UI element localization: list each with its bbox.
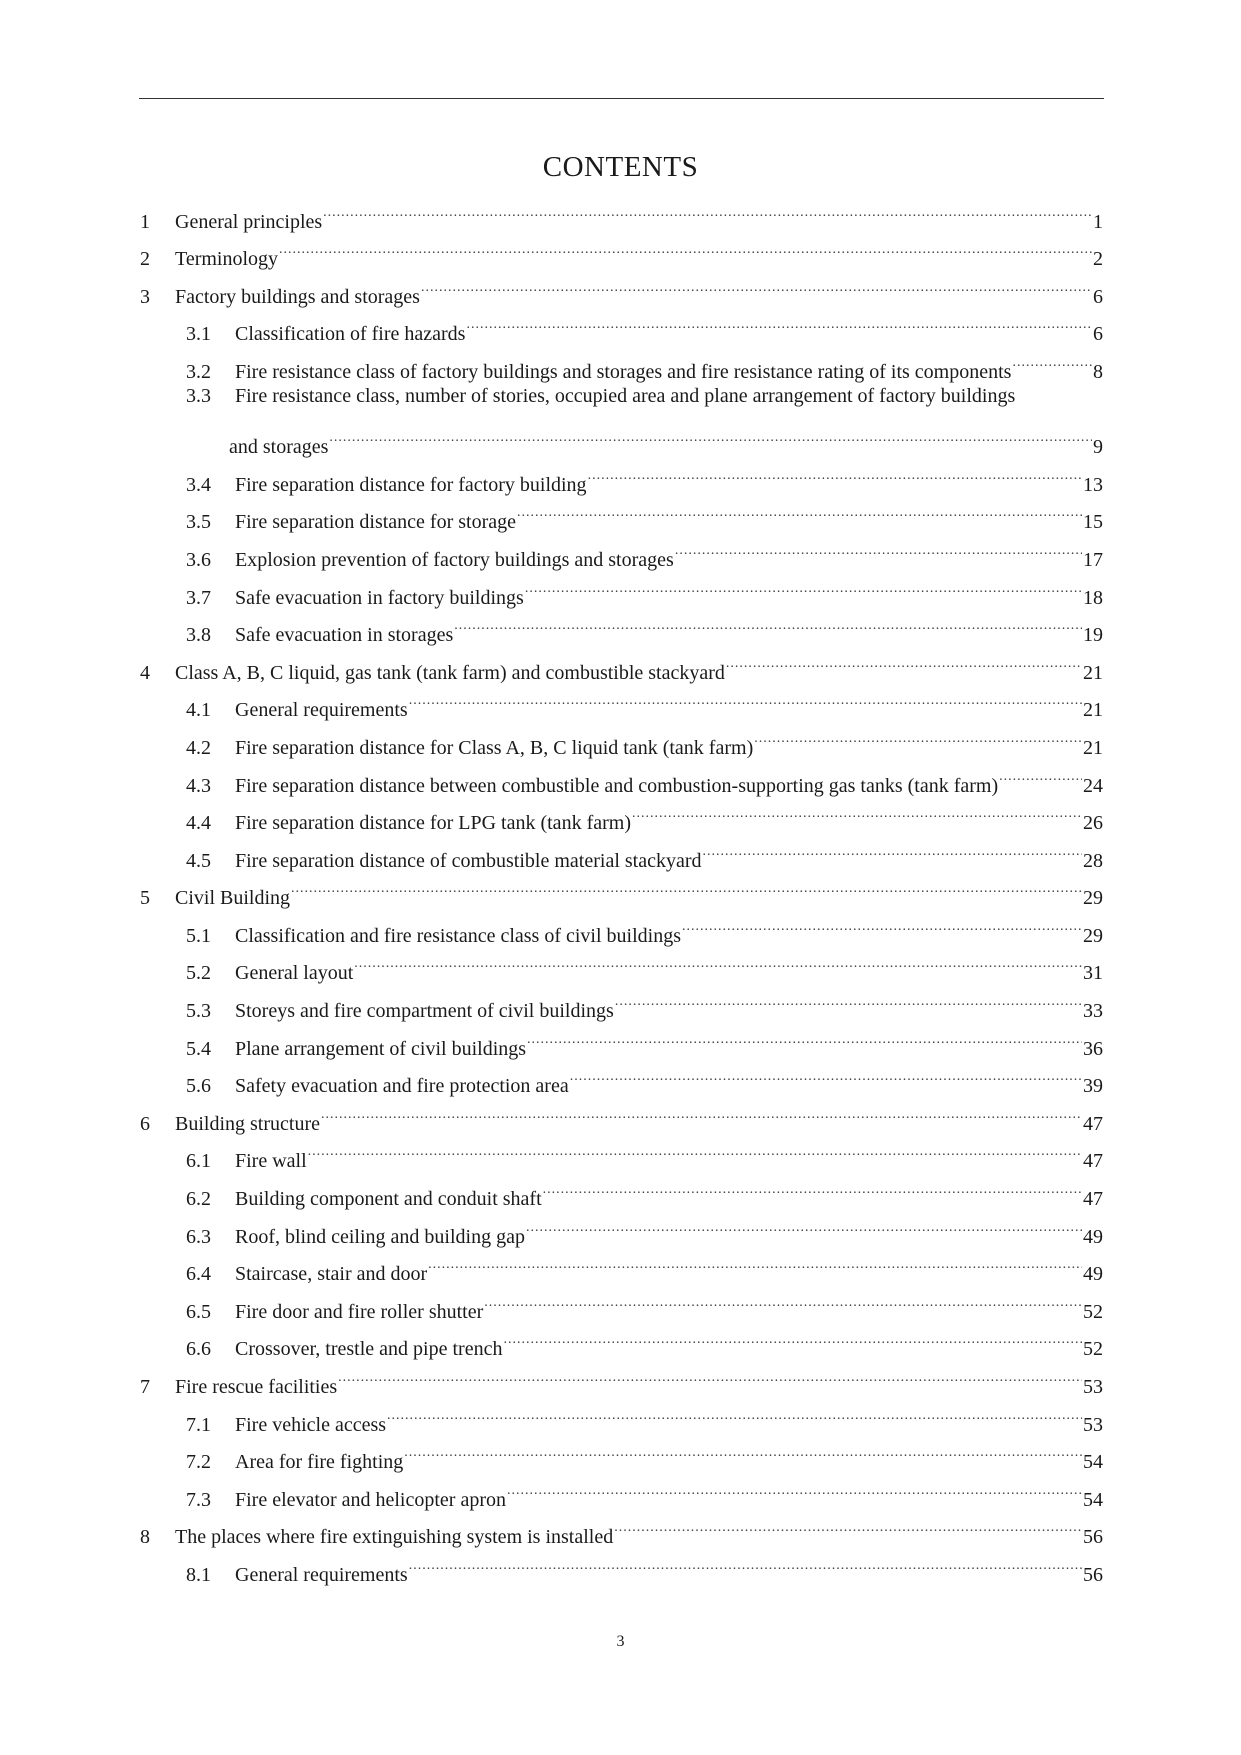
dot-leader: [507, 1468, 1082, 1506]
toc-entry-number: 3.4: [186, 473, 211, 496]
toc-entry[interactable]: [140, 528, 1103, 571]
toc-entry-title: Civil Building: [175, 887, 291, 910]
dot-leader: [675, 528, 1082, 566]
dot-leader: [588, 453, 1082, 491]
toc-entry-page: 17: [1083, 548, 1103, 571]
toc-entry-page: 52: [1083, 1300, 1103, 1323]
toc-entry-page: 53: [1083, 1376, 1103, 1398]
toc-entry-number: 2: [140, 248, 150, 271]
toc-entry-page: 21: [1083, 736, 1103, 759]
toc-entry-title: Roof, blind ceiling and building gap: [235, 1225, 525, 1248]
toc-entry-page: 47: [1083, 1150, 1103, 1173]
toc-entry-title: Staircase, stair and door: [235, 1263, 428, 1286]
toc-entry-title: Classification of fire hazards: [235, 323, 466, 346]
toc-entry-page: 33: [1083, 1000, 1103, 1023]
toc-entry-number: 6.5: [186, 1300, 211, 1323]
toc-entry-title: Fire wall: [235, 1150, 307, 1173]
toc-entry-number: 6.4: [186, 1263, 211, 1286]
toc-entry-page: 49: [1083, 1263, 1103, 1286]
dot-leader: [517, 491, 1082, 529]
toc-entry[interactable]: [140, 265, 1103, 308]
table-of-contents: [140, 190, 1103, 1586]
toc-entry-number: 5.4: [186, 1037, 211, 1060]
dot-leader: [323, 190, 1092, 228]
toc-entry-number: 6.3: [186, 1225, 211, 1248]
toc-entry[interactable]: [140, 1393, 1103, 1436]
dot-leader: [387, 1393, 1082, 1431]
toc-entry-number: 5.2: [186, 962, 211, 985]
toc-entry[interactable]: [140, 378, 1103, 416]
toc-entry[interactable]: [140, 867, 1103, 910]
toc-entry-page: 19: [1083, 624, 1103, 647]
toc-entry-number: 8.1: [186, 1563, 211, 1586]
toc-entry[interactable]: [140, 1055, 1103, 1098]
toc-entry[interactable]: [140, 1318, 1103, 1361]
toc-entry-title: Fire separation distance between combustible and combustion-supporting gas tanks (tank farm): [235, 774, 999, 797]
toc-entry[interactable]: [140, 228, 1103, 271]
toc-entry-title: General requirements: [235, 1563, 408, 1586]
toc-entry[interactable]: [140, 1243, 1103, 1286]
toc-entry[interactable]: [140, 453, 1103, 496]
toc-entry-title: Crossover, trestle and pipe trench: [235, 1338, 503, 1361]
dot-leader: [615, 979, 1082, 1017]
toc-entry-title: Fire separation distance for LPG tank (tank farm): [235, 812, 631, 835]
dot-leader: [503, 1318, 1082, 1356]
toc-entry-number: 4.2: [186, 736, 211, 759]
toc-entry-number: 3.1: [186, 323, 211, 346]
toc-entry[interactable]: [140, 1017, 1103, 1060]
toc-entry-number: 3.3: [186, 384, 211, 407]
toc-entry[interactable]: [140, 1205, 1103, 1248]
toc-entry-number: 7.1: [186, 1413, 211, 1436]
toc-entry-page: 52: [1083, 1338, 1103, 1361]
toc-entry-title: Classification and fire resistance class of civil buildings: [235, 924, 681, 947]
dot-leader: [321, 1092, 1082, 1130]
toc-entry-page: 29: [1083, 887, 1103, 910]
toc-entry-number: 5.1: [186, 924, 211, 947]
toc-entry[interactable]: [140, 190, 1103, 233]
toc-entry-title: Building component and conduit shaft: [235, 1188, 542, 1211]
toc-entry-page: 31: [1083, 962, 1103, 985]
toc-entry-number: 4.1: [186, 699, 211, 722]
toc-entry[interactable]: [140, 792, 1103, 835]
toc-entry[interactable]: [140, 1355, 1103, 1398]
toc-entry-title: Fire vehicle access: [235, 1413, 387, 1436]
toc-entry[interactable]: [140, 340, 1103, 383]
toc-entry[interactable]: [140, 566, 1103, 609]
dot-leader: [409, 1543, 1082, 1581]
dot-leader: [354, 942, 1082, 980]
toc-entry-title: Safe evacuation in storages: [235, 624, 454, 647]
toc-entry[interactable]: [140, 1468, 1103, 1511]
dot-leader: [682, 904, 1082, 942]
toc-entry-number: 3.7: [186, 586, 211, 609]
toc-entry-number: 3.5: [186, 511, 211, 534]
toc-entry-page: 29: [1083, 924, 1103, 947]
toc-entry-page: 47: [1083, 1112, 1103, 1135]
toc-entry-number: 6: [140, 1112, 150, 1135]
toc-entry-page: 2: [1093, 248, 1103, 271]
toc-entry[interactable]: [140, 942, 1103, 985]
dot-leader: [726, 641, 1082, 679]
toc-entry-title: General requirements: [235, 699, 408, 722]
toc-entry-title: Class A, B, C liquid, gas tank (tank farm) and combustible stackyard: [175, 661, 725, 684]
toc-entry-title: Fire rescue facilities: [175, 1376, 338, 1398]
toc-entry-title: Fire resistance class, number of stories, occupied area and plane arrangement of factory buildings: [235, 384, 1016, 407]
dot-leader: [526, 1205, 1082, 1243]
toc-entry[interactable]: [140, 1543, 1103, 1586]
toc-entry-title: Fire elevator and helicopter apron: [235, 1488, 506, 1511]
dot-leader: [543, 1167, 1082, 1205]
toc-entry[interactable]: [140, 754, 1103, 797]
toc-entry[interactable]: [140, 303, 1103, 346]
toc-entry[interactable]: [140, 1280, 1103, 1323]
toc-entry[interactable]: [140, 679, 1103, 722]
page-number: 3: [616, 1633, 625, 1650]
toc-entry-number: 3: [140, 285, 150, 308]
toc-entry[interactable]: [140, 979, 1103, 1023]
dot-leader: [754, 716, 1082, 754]
toc-entry[interactable]: [140, 1130, 1103, 1173]
toc-entry-title: Storeys and fire compartment of civil buildings: [235, 1000, 614, 1023]
toc-entry-title: Plane arrangement of civil buildings: [235, 1037, 527, 1060]
dot-leader: [404, 1431, 1082, 1469]
dot-leader: [291, 867, 1082, 905]
toc-entry-number: 7.3: [186, 1488, 211, 1511]
toc-entry-title: Factory buildings and storages: [175, 285, 420, 308]
toc-entry-title: Fire separation distance for factory building: [235, 473, 587, 496]
toc-entry-title: Explosion prevention of factory buildings and storages: [235, 548, 674, 571]
toc-entry-title: Building structure: [175, 1112, 320, 1135]
toc-entry[interactable]: [140, 641, 1103, 684]
toc-entry-number: 5.3: [186, 1000, 211, 1023]
toc-entry-page: 54: [1083, 1451, 1103, 1474]
toc-entry-page: 53: [1083, 1413, 1103, 1436]
dot-leader: [329, 416, 1092, 454]
toc-entry-page: 15: [1083, 511, 1103, 534]
toc-entry-title: Fire door and fire roller shutter: [235, 1300, 484, 1323]
toc-entry-number: 1: [140, 210, 150, 233]
toc-entry-number: 7: [140, 1376, 150, 1398]
dot-leader: [409, 679, 1082, 717]
toc-entry-page: 36: [1083, 1037, 1103, 1060]
dot-leader: [703, 829, 1082, 867]
toc-entry-page: 54: [1083, 1488, 1103, 1511]
toc-entry-title-continued: and storages: [229, 436, 329, 459]
toc-entry-number: 6.1: [186, 1150, 211, 1173]
toc-entry-page: 26: [1083, 812, 1103, 835]
toc-entry-title: General layout: [235, 962, 354, 985]
toc-entry-page: 49: [1083, 1225, 1103, 1248]
toc-entry-number: 7.2: [186, 1451, 211, 1474]
dot-leader: [279, 228, 1092, 266]
toc-entry[interactable]: [140, 1167, 1103, 1211]
dot-leader: [484, 1280, 1082, 1318]
dot-leader: [614, 1506, 1082, 1544]
toc-entry-number: 4: [140, 661, 150, 684]
toc-entry-title: General principles: [175, 210, 323, 233]
toc-entry-title: The places where fire extinguishing system is installed: [175, 1526, 614, 1549]
header-rule: [139, 98, 1104, 99]
dot-leader: [570, 1055, 1082, 1093]
toc-entry-page: 1: [1093, 210, 1103, 233]
toc-entry-number: 4.5: [186, 849, 211, 872]
toc-entry-title: Terminology: [175, 248, 279, 271]
toc-entry-page: 28: [1083, 849, 1103, 872]
toc-entry-page: 6: [1093, 323, 1103, 346]
toc-entry-continuation[interactable]: [140, 416, 1103, 459]
toc-entry[interactable]: [140, 904, 1103, 947]
toc-entry-title: Fire separation distance for Class A, B, C liquid tank (tank farm): [235, 736, 754, 759]
toc-entry-number: 4.4: [186, 812, 211, 835]
toc-entry-page: 47: [1083, 1188, 1103, 1211]
toc-entry-page: 24: [1083, 774, 1103, 797]
toc-entry-number: 8: [140, 1526, 150, 1549]
toc-entry-title: Safe evacuation in factory buildings: [235, 586, 524, 609]
toc-entry-number: 5.6: [186, 1075, 211, 1098]
toc-entry[interactable]: [140, 1431, 1103, 1474]
toc-entry-page: 39: [1083, 1075, 1103, 1098]
toc-entry-page: 6: [1093, 285, 1103, 308]
toc-entry-title: Fire separation distance of combustible material stackyard: [235, 849, 702, 872]
toc-entry-page: 21: [1083, 661, 1103, 684]
toc-entry[interactable]: [140, 716, 1103, 759]
toc-entry-page: 56: [1083, 1563, 1103, 1586]
toc-entry-title: Fire resistance class of factory buildings and storages and fire resistance rating of its components: [235, 360, 1012, 383]
toc-entry-number: 3.2: [186, 360, 211, 383]
dot-leader: [525, 566, 1082, 604]
toc-entry-page: 9: [1093, 436, 1103, 459]
toc-entry[interactable]: [140, 604, 1103, 647]
toc-entry[interactable]: [140, 491, 1103, 534]
dot-leader: [1012, 340, 1092, 378]
page-title: CONTENTS: [542, 151, 699, 183]
toc-entry-page: 8: [1093, 360, 1103, 383]
toc-entry-title: Safety evacuation and fire protection area: [235, 1075, 569, 1098]
toc-entry-number: 6.2: [186, 1188, 211, 1211]
toc-entry-title: Fire separation distance for storage: [235, 511, 517, 534]
toc-entry-page: 21: [1083, 699, 1103, 722]
toc-entry-number: 3.6: [186, 548, 211, 571]
dot-leader: [454, 604, 1082, 642]
toc-entry-page: 13: [1083, 473, 1103, 496]
dot-leader: [338, 1355, 1082, 1393]
dot-leader: [999, 754, 1082, 792]
toc-entry-number: 5: [140, 887, 150, 910]
toc-entry[interactable]: [140, 1506, 1103, 1549]
toc-entry-number: 6.6: [186, 1338, 211, 1361]
dot-leader: [527, 1017, 1082, 1055]
dot-leader: [466, 303, 1092, 341]
dot-leader: [428, 1243, 1082, 1281]
toc-entry[interactable]: [140, 829, 1103, 872]
dot-leader: [632, 792, 1082, 830]
dot-leader: [308, 1130, 1082, 1168]
dot-leader: [421, 265, 1092, 303]
toc-entry-number: 3.8: [186, 624, 211, 647]
toc-entry-page: 56: [1083, 1526, 1103, 1549]
toc-entry-page: 18: [1083, 586, 1103, 609]
toc-entry-title: Area for fire fighting: [235, 1451, 404, 1474]
toc-entry[interactable]: [140, 1092, 1103, 1135]
toc-entry-number: 4.3: [186, 774, 211, 797]
